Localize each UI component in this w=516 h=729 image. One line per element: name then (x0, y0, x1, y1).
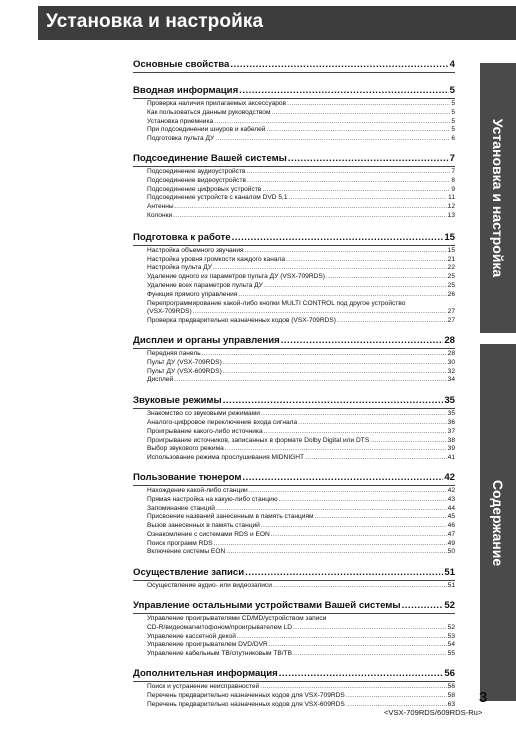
toc-entry[interactable] (147, 100, 455, 109)
toc-entries (133, 246, 455, 326)
toc-section (133, 58, 455, 73)
toc-entry[interactable] (147, 308, 455, 317)
toc-entry-page: 53 (447, 632, 455, 640)
toc-entry-text: Настройка уровня громкости каждого канала (147, 255, 286, 263)
dot-leader (214, 540, 447, 549)
toc-entry-page: 9 (451, 185, 455, 193)
toc-entry-text: Прямая настройка на какую-либо станцию (147, 495, 278, 503)
dot-leader (289, 194, 448, 203)
toc-entry-text: Проигрывание источников, записанных в формате Dolby Digital или DTS (147, 436, 370, 444)
toc-entry-text: Управление проигрывателем DVD/DVR (147, 641, 268, 649)
toc-entry-page: 36 (447, 418, 455, 426)
toc-entry[interactable] (147, 505, 455, 514)
toc-section (133, 231, 455, 326)
toc-entry[interactable] (147, 177, 455, 186)
toc-entry-page: 30 (447, 358, 455, 366)
dot-leader (264, 428, 447, 437)
toc-section-title: Звуковые режимы (133, 395, 222, 407)
toc-section (133, 667, 455, 709)
toc-entry[interactable] (147, 118, 455, 127)
toc-entry-text: Подготовка пульта ДУ (147, 135, 215, 143)
dot-leader (288, 152, 449, 166)
toc-entries (133, 614, 455, 659)
toc-entry-page: 11 (448, 194, 455, 202)
toc-entry-text: Поиск программ RDS (147, 539, 213, 547)
toc-section-heading[interactable] (133, 471, 455, 486)
side-tab-setup-label: Установка и настройка (490, 118, 506, 278)
toc-entry[interactable] (147, 350, 455, 359)
toc-entry[interactable] (147, 683, 455, 692)
toc-section-heading[interactable] (133, 231, 455, 246)
toc-entry-text: Подсоединение устройств с каналом DVD 5,1 (147, 194, 288, 202)
toc-section (133, 334, 455, 385)
toc-entry-text: Включение системы EON (147, 548, 226, 556)
toc-entry[interactable] (147, 531, 455, 540)
toc-entry-page: 22 (447, 264, 455, 272)
toc-entry[interactable] (147, 126, 455, 135)
table-of-contents (133, 58, 455, 709)
toc-entry[interactable] (147, 419, 455, 428)
toc-entry[interactable] (147, 540, 455, 549)
dot-leader (226, 548, 446, 557)
toc-entry[interactable] (147, 454, 455, 463)
toc-entry[interactable] (147, 641, 455, 650)
toc-entry-page: 34 (447, 376, 455, 384)
dot-leader (260, 683, 446, 692)
toc-entry-page: 5 (451, 108, 455, 116)
dot-leader (286, 256, 447, 265)
dot-leader (271, 531, 447, 540)
toc-section (133, 394, 455, 463)
toc-entry-text: Колонки (147, 211, 173, 219)
toc-entry-text: Перечень предварительно назначенных кодов для VSX-709RDS (147, 691, 345, 699)
toc-section-page: 28 (444, 334, 455, 346)
toc-entry-text: Подсоединение аудиоустройств (147, 167, 246, 175)
dot-leader (245, 566, 443, 580)
toc-entry-page: 28 (447, 349, 455, 357)
toc-entry[interactable] (147, 582, 455, 591)
side-tab-contents[interactable] (480, 344, 516, 701)
toc-entry[interactable] (147, 109, 455, 118)
dot-leader (173, 212, 446, 221)
toc-entry[interactable] (147, 692, 455, 701)
toc-entry-page: 54 (447, 641, 455, 649)
dot-leader (261, 410, 447, 419)
toc-entry[interactable] (147, 247, 455, 256)
dot-leader (402, 599, 444, 613)
toc-section-title: Пользование тюнером (133, 471, 242, 483)
toc-entry-text: Управление кассетной декой (147, 632, 236, 640)
toc-section-heading[interactable] (133, 667, 455, 682)
toc-entry[interactable] (147, 186, 455, 195)
toc-section (133, 599, 455, 659)
toc-entry-text: Дисплей (147, 376, 174, 384)
toc-entry-text: Использование режима прослушивания MIDNIGHT (147, 454, 305, 462)
toc-section-page: 35 (444, 395, 455, 407)
dot-leader (337, 317, 447, 326)
toc-entry[interactable] (147, 273, 455, 282)
toc-entry-text: Пульт ДУ (VSX-609RDS) (147, 367, 222, 375)
toc-entry-page: 32 (447, 367, 455, 375)
toc-section-title: Управление остальными устройствами Вашей системы (133, 600, 401, 612)
toc-entry-page: 58 (447, 691, 455, 699)
toc-entry-page: 39 (447, 445, 455, 453)
toc-section-page: 51 (444, 567, 455, 579)
toc-entry[interactable] (147, 513, 455, 522)
toc-entry-page: 44 (447, 504, 455, 512)
dot-leader (245, 247, 447, 256)
dot-leader (216, 505, 447, 514)
toc-entry-page: 5 (451, 126, 455, 134)
dot-leader (287, 100, 450, 109)
toc-entry-page: 49 (447, 539, 455, 547)
toc-entry[interactable] (147, 496, 455, 505)
toc-entry[interactable] (147, 256, 455, 265)
toc-entry-text: Присвоение названий занесенным в память станциям (147, 513, 314, 521)
toc-entry-page: 35 (447, 410, 455, 418)
toc-section (133, 471, 455, 557)
dot-leader (269, 641, 447, 650)
dot-leader (215, 135, 450, 144)
dot-leader (223, 359, 447, 368)
dot-leader (346, 692, 447, 701)
toc-entry-text: Осуществление аудио- или видеозаписи (147, 582, 272, 590)
toc-entry-page: 27 (447, 317, 455, 325)
toc-entry-text: Проигрывание какого-либо источника (147, 427, 263, 435)
dot-leader (261, 522, 447, 531)
toc-entry-text: Запоминание станций (147, 504, 215, 512)
page-title: Установка и настройка (46, 11, 264, 32)
toc-entry-text: Перепрограммирование какой-либо кнопки MULTI CONTROL под другое устройство (147, 299, 406, 307)
toc-section-page: 5 (449, 85, 455, 96)
toc-section-heading[interactable] (133, 152, 455, 167)
toc-section (133, 566, 455, 591)
toc-entry[interactable] (147, 650, 455, 659)
toc-entry-page: 8 (451, 176, 455, 184)
dot-leader (202, 350, 447, 359)
toc-entry-text: CD-R/видеомагнитофоном/проигрывателем LD (147, 623, 293, 631)
dot-leader (238, 291, 446, 300)
dot-leader (223, 368, 447, 377)
toc-section-heading[interactable] (133, 566, 455, 581)
toc-entry-text: Аналого-цифровое переключение входа сигнала (147, 418, 298, 426)
toc-entry-page: 42 (447, 486, 455, 494)
toc-entry[interactable] (147, 264, 455, 273)
toc-entry-page: 52 (447, 623, 455, 631)
toc-entry[interactable] (147, 522, 455, 531)
toc-entry-text: Настройка объемного звучания (147, 246, 244, 254)
toc-entry-page: 46 (447, 522, 455, 530)
toc-section-title: Основные свойства (133, 59, 230, 70)
toc-entry-page: 25 (447, 273, 455, 281)
toc-entry-page: 41 (447, 454, 455, 462)
toc-section-page: 52 (444, 600, 455, 612)
dot-leader (293, 650, 447, 659)
dot-leader (298, 419, 447, 428)
toc-entry-text: Удаление одного из параметров пульта ДУ (VSX-709RDS) (147, 273, 325, 281)
dot-leader (225, 445, 447, 454)
toc-entry-text: Нахождение какой-либо станции (147, 486, 248, 494)
toc-section-title: Подготовка к работе (133, 231, 231, 243)
toc-section-title: Дополнительная информация (133, 668, 278, 680)
dot-leader (230, 58, 448, 72)
toc-entry-text: Удаление всех параметров пульта ДУ (147, 281, 263, 289)
toc-entry-text: Пульт ДУ (VSX-709RDS) (147, 358, 222, 366)
toc-entry-page: 26 (447, 290, 455, 298)
toc-entry-page: 21 (447, 255, 455, 263)
toc-section (133, 84, 455, 144)
toc-entry-first-line: Управление проигрывателями CD/MD/устройством записи (147, 615, 327, 623)
toc-section-title: Подсоединение Вашей системы (133, 152, 287, 164)
dot-leader (264, 282, 447, 291)
toc-section-title: Осуществление записи (133, 567, 245, 579)
dot-leader (232, 231, 444, 245)
toc-entry[interactable] (147, 428, 455, 437)
dot-leader (247, 168, 451, 177)
toc-section-heading[interactable] (133, 394, 455, 409)
dot-leader (213, 264, 447, 273)
toc-entry-text: Ознакомление с системами RDS и EON (147, 530, 270, 538)
toc-entry[interactable] (147, 168, 455, 177)
toc-entry-page: 5 (451, 100, 455, 107)
dot-leader (315, 513, 447, 522)
toc-entry-page: 15 (447, 246, 455, 254)
toc-entry-text: Подсоединение цифровых устройств (147, 185, 262, 193)
dot-leader (175, 203, 447, 212)
toc-entry[interactable] (147, 291, 455, 300)
toc-entry[interactable] (147, 282, 455, 291)
dot-leader (262, 186, 450, 195)
toc-entry-page: 25 (447, 281, 455, 289)
toc-entries (133, 167, 455, 221)
toc-entry-page: 13 (447, 211, 455, 219)
toc-entry-text: Знакомство со звуковыми режимами (147, 410, 260, 418)
dot-leader (273, 582, 447, 591)
toc-section-page: 4 (449, 59, 455, 70)
toc-entry-text: Перечень предварительно назначенных кодов для VSX-609RDS (147, 700, 345, 708)
dot-leader (305, 454, 447, 463)
page-number: 3 (479, 689, 488, 706)
toc-section-page: 42 (444, 471, 455, 483)
toc-entry-page: 56 (447, 683, 455, 691)
toc-entry[interactable] (147, 548, 455, 557)
toc-section-heading[interactable] (133, 84, 455, 99)
toc-entry-text: Антенны (147, 203, 174, 211)
toc-entry-text: Установка приемника (147, 117, 214, 125)
toc-entry[interactable] (147, 445, 455, 454)
toc-entry-page: 37 (447, 427, 455, 435)
toc-entry-page: 27 (447, 308, 455, 316)
toc-entry[interactable] (147, 633, 455, 642)
toc-entry[interactable] (147, 487, 455, 496)
toc-entry[interactable] (147, 135, 455, 144)
toc-entry[interactable] (147, 624, 455, 633)
toc-entry[interactable] (147, 368, 455, 377)
toc-entry-page: 47 (447, 530, 455, 538)
toc-section-page: 15 (444, 231, 455, 243)
toc-entry-page: 38 (447, 436, 455, 444)
toc-entries (133, 581, 455, 591)
toc-section-title: Вводная информация (133, 85, 239, 96)
dot-leader (326, 273, 447, 282)
toc-entry-page: 45 (447, 513, 455, 521)
toc-entries (133, 349, 455, 385)
toc-entry-text: Вызов занесенных в память станций (147, 522, 260, 530)
dot-leader (223, 394, 444, 408)
toc-entry-text: Проверка наличия прилагаемых аксессуаров (147, 100, 287, 107)
toc-section-page: 7 (449, 152, 455, 164)
toc-section-heading[interactable] (133, 334, 455, 349)
toc-entry-text: Подсоединение видеоустройств (147, 176, 247, 184)
toc-entry-page: 51 (447, 582, 455, 590)
dot-leader (293, 624, 447, 633)
toc-entry[interactable] (147, 410, 455, 419)
toc-entry-text: При подсоединении шнуров и кабелей (147, 126, 266, 134)
toc-entry-text: Проверка предварительно назначенных кодов (VSX-709RDS) (147, 317, 336, 325)
toc-entry[interactable] (147, 317, 455, 326)
toc-entry-page: 55 (447, 650, 455, 658)
toc-entry[interactable] (147, 194, 455, 203)
toc-entry-text: Управление кабельным ТВ/спутниковым ТВ/ТВ (147, 650, 293, 658)
toc-entry-text: Как пользоваться данным руководством (147, 108, 271, 116)
side-tab-contents-label: Содержание (490, 479, 506, 566)
dot-leader (242, 471, 443, 485)
toc-entries (133, 99, 455, 144)
toc-entry-text: Настройка пульта ДУ (147, 264, 212, 272)
toc-entry-text: Поиск и устранение неисправностей (147, 683, 260, 691)
dot-leader (237, 633, 447, 642)
toc-entry-continuation: (VSX-709RDS) (147, 308, 192, 316)
toc-entry[interactable] (147, 203, 455, 212)
dot-leader (214, 118, 450, 127)
toc-entry-text: Выбор звукового режима (147, 445, 224, 453)
toc-section (133, 152, 455, 221)
toc-entry-text: Функция прямого управления (147, 290, 238, 298)
toc-entry[interactable] (147, 437, 455, 446)
dot-leader (239, 84, 448, 98)
dot-leader (271, 109, 450, 118)
dot-leader (247, 177, 450, 186)
toc-section-page: 56 (444, 668, 455, 680)
toc-entry-page: 43 (447, 495, 455, 503)
dot-leader (370, 437, 446, 446)
header-bar (38, 6, 516, 40)
toc-entry-text: Передняя панель (147, 349, 201, 357)
dot-leader (249, 487, 447, 496)
toc-entry-page: 5 (451, 117, 455, 125)
toc-entry-page: 63 (447, 700, 455, 708)
toc-entries (133, 409, 455, 463)
toc-section-heading[interactable] (133, 58, 455, 73)
dot-leader (279, 667, 444, 681)
dot-leader (174, 376, 446, 385)
toc-entries (133, 682, 455, 709)
toc-entry-page: 50 (447, 548, 455, 556)
toc-entries (133, 486, 455, 557)
toc-entry[interactable] (147, 212, 455, 221)
toc-entry-page: 12 (447, 203, 455, 211)
toc-entry-page: 6 (451, 135, 455, 143)
dot-leader (279, 496, 447, 505)
toc-section-title: Дисплеи и органы управления (133, 334, 280, 346)
dot-leader (193, 308, 447, 317)
dot-leader (266, 126, 450, 135)
dot-leader (281, 334, 444, 348)
toc-entry-page: 7 (451, 167, 455, 175)
toc-entry[interactable] (147, 376, 455, 385)
toc-section-heading[interactable] (133, 599, 455, 614)
model-footer: <VSX-709RDS/609RDS-Ru> (384, 708, 483, 717)
side-tab-setup[interactable] (480, 63, 516, 333)
toc-entry[interactable] (147, 359, 455, 368)
